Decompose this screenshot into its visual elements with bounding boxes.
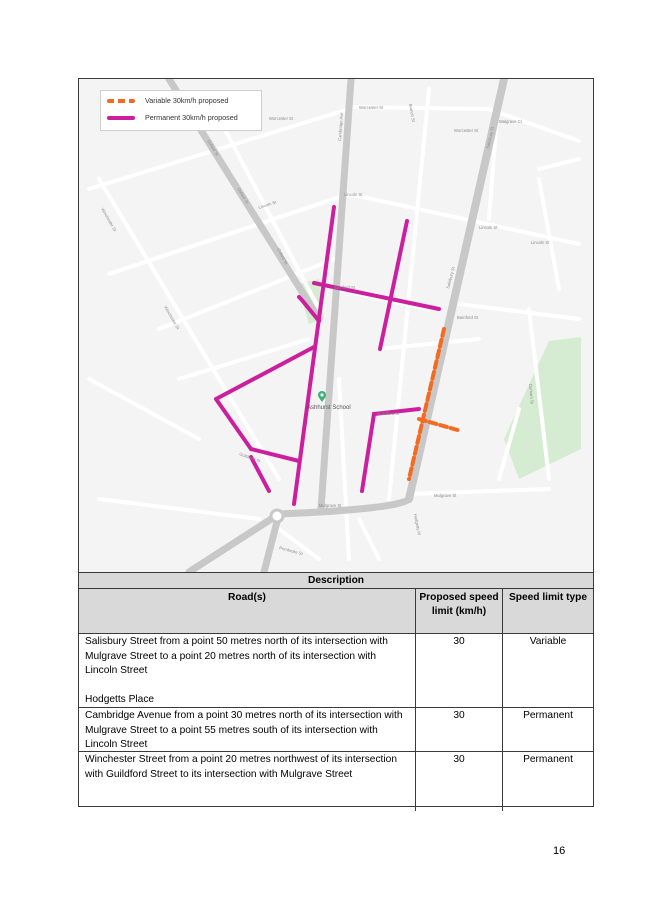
legend-label: Variable 30km/h proposed [145,96,229,105]
header-road: Road(s) [79,589,416,633]
map-canvas [79,79,593,572]
street-label: Oxford St [206,138,220,157]
street-label: Pembroke St [278,545,304,557]
street-label: Branch St [408,103,417,123]
table-header-row [79,588,593,633]
page-number: 16 [553,845,566,857]
road-cell [79,634,416,707]
street-label: Lincoln St [531,240,550,245]
street-label: Bamford St [457,315,478,320]
limit-cell: 30 [416,708,503,751]
street-label: Oxford St [276,247,289,266]
roundabout [271,510,283,522]
street-label: Salisbury St [485,126,496,150]
street-label: Worcester St [269,116,294,121]
road-cell: Winchester Street from a point 20 metres northwest of its intersection with Guildford Street to its intersection with Mulgrave Street [79,752,416,811]
legend-item-variable [107,96,228,105]
street-label: Oxford St [236,186,250,205]
street-label: Lincoln St [479,225,498,230]
street-label: Worcester St [359,105,384,110]
legend-item-permanent [107,113,238,122]
figure-frame [78,78,594,807]
road-text: Salisbury Street from a point 50 metres north of its intersection with Mulgrave Street to a point 20 metres north of its intersection with Lincoln Street [85,636,388,676]
table-row [79,707,593,751]
street-label: Lincoln St [344,192,363,197]
road-cell: Cambridge Avenue from a point 30 metres north of its intersection with Mulgrave Street to a point 55 metres south of its intersection with Lincoln Street [79,708,416,751]
street-label: Cambridge Ave [337,112,344,142]
table-title-text: Description [307,575,365,586]
street-label: Hodgetts Pl [413,513,422,536]
speed-limit-map [79,79,593,573]
table-row [79,751,593,811]
map-legend [100,90,262,131]
road-extra-text: Hodgetts Place [85,694,155,705]
description-table [79,572,593,811]
limit-cell: 30 [416,634,503,707]
street-label: Winchester St [163,305,181,331]
street-label: Guildford St [238,451,262,464]
table-row [79,633,593,707]
street-label: Bamford St [334,285,355,290]
header-type: Speed limit type [508,592,588,603]
limit-cell: 30 [416,752,503,811]
school-label: Ashhurst School [307,405,351,411]
type-cell: Variable [529,636,567,647]
street-label: Walgrave Cl [499,119,522,124]
type-cell: Permanent [523,710,573,721]
permanent-swatch [107,116,135,120]
street-label: Worcester St [454,128,479,133]
street-label: Durham St [528,383,535,405]
street-label: Mulgrave St [319,503,342,508]
street-label: Mulgrave St [434,493,457,498]
type-cell: Permanent [523,754,573,765]
street-label: Guildford St [377,411,400,416]
legend-label: Permanent 30km/h proposed [145,113,238,122]
street-label: Salisbury St [445,266,456,290]
header-limit: Proposed speed limit (km/h) [416,589,503,633]
street-label: Lincoln St [257,199,277,210]
table-title [79,572,593,588]
variable-swatch [107,99,135,103]
street-label: Winchester St [100,207,118,233]
